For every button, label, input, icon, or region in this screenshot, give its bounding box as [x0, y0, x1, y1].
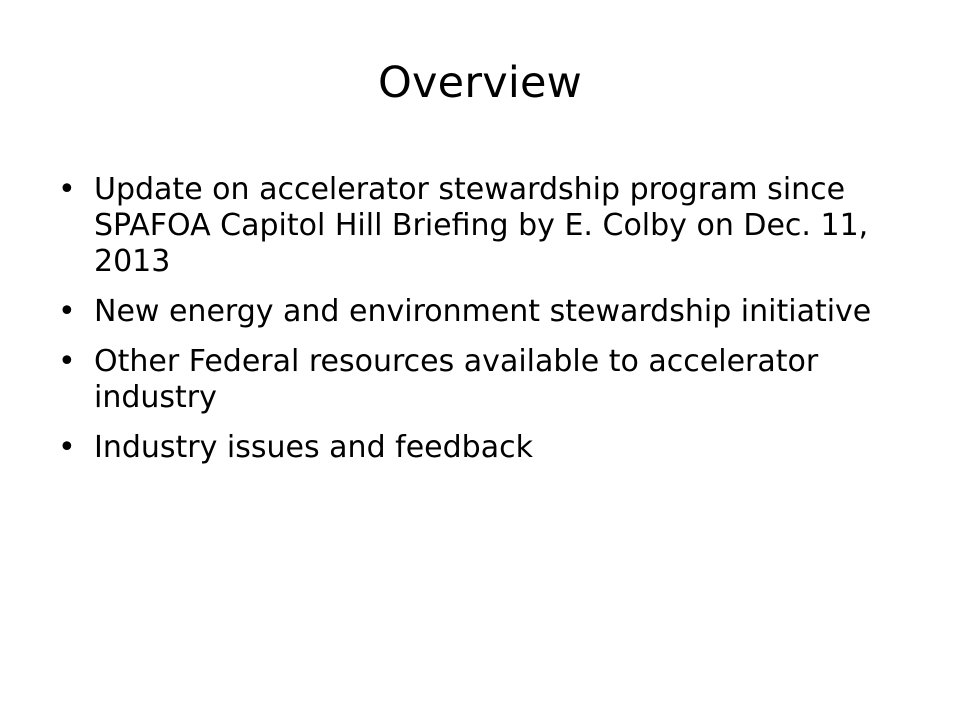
- bullet-icon: •: [58, 294, 76, 329]
- bullet-list: [58, 172, 888, 480]
- bullet-text: New energy and environment stewardship initiative: [94, 294, 872, 329]
- bullet-item: [58, 430, 888, 466]
- bullet-item: [58, 344, 888, 416]
- bullet-icon: •: [58, 172, 76, 207]
- bullet-item: [58, 294, 888, 330]
- bullet-text: Other Federal resources available to accelerator industry: [94, 344, 819, 415]
- bullet-item: [58, 172, 888, 280]
- bullet-icon: •: [58, 344, 76, 379]
- bullet-icon: •: [58, 430, 76, 465]
- slide-title: Overview: [377, 58, 583, 108]
- bullet-text: Industry issues and feedback: [94, 430, 533, 465]
- bullet-text: Update on accelerator stewardship program since SPAFOA Capitol Hill Briefing by E. Colby on Dec. 11, 2013: [94, 172, 869, 279]
